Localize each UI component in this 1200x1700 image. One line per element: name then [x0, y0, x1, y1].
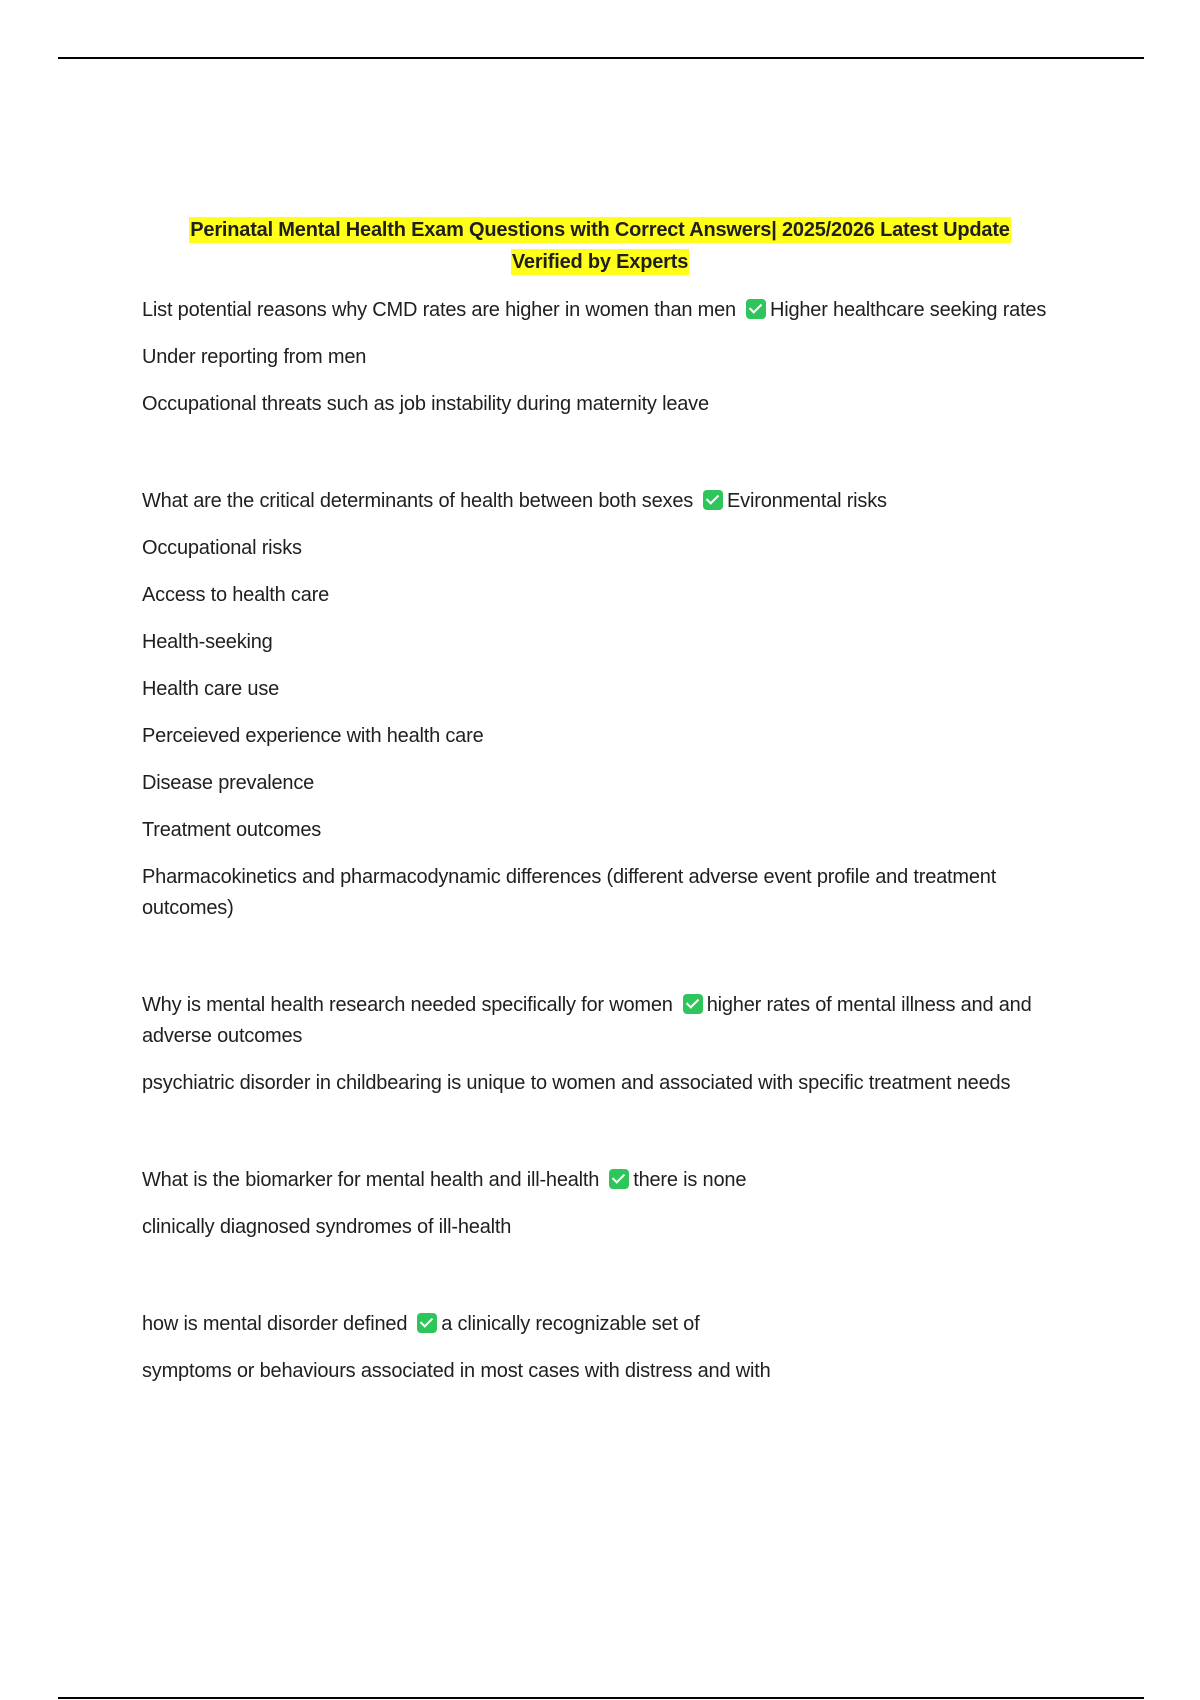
question-text: What are the critical determinants of health between both sexes [142, 490, 694, 512]
question-line [142, 295, 1062, 326]
qa-item [142, 486, 1062, 924]
top-rule [58, 57, 1144, 59]
qa-item [142, 295, 1062, 420]
question-line [142, 486, 1062, 517]
question-line [142, 1309, 1062, 1340]
question-text: What is the biomarker for mental health and ill-health [142, 1169, 600, 1191]
answer-line: Occupational threats such as job instability during maternity leave [142, 393, 709, 415]
answer-line: Pharmacokinetics and pharmacodynamic differences (different adverse event profile and treatment outcomes) [142, 866, 997, 919]
answer-line: Under reporting from men [142, 346, 367, 368]
answer-line: Treatment outcomes [142, 819, 322, 841]
qa-content [142, 295, 1062, 1403]
answer-line: Disease prevalence [142, 772, 315, 794]
qa-item [142, 990, 1062, 1099]
question-line [142, 1165, 1062, 1196]
answer-line: Access to health care [142, 584, 330, 606]
answer-line: symptoms or behaviours associated in most cases with distress and with [142, 1360, 771, 1382]
bottom-rule [58, 1697, 1144, 1699]
qa-item [142, 1309, 1062, 1387]
check-mark-icon [609, 1169, 629, 1189]
answer-line: psychiatric disorder in childbearing is unique to women and associated with specific treatment needs [142, 1072, 1011, 1094]
check-mark-icon [703, 490, 723, 510]
answer-text: Evironmental risks [727, 490, 887, 512]
check-mark-icon [417, 1313, 437, 1333]
answer-line: clinically diagnosed syndromes of ill-health [142, 1216, 512, 1238]
answer-line: Health care use [142, 678, 280, 700]
question-text: List potential reasons why CMD rates are higher in women than men [142, 299, 736, 321]
title-line-2: Verified by Experts [511, 251, 689, 273]
answer-text: higher rates of mental illness and and adverse outcomes [142, 994, 1032, 1047]
title-line-1: Perinatal Mental Health Exam Questions with Correct Answers| 2025/2026 Latest Update [190, 219, 1010, 241]
answer-text: there is none [633, 1169, 747, 1191]
question-line [142, 990, 1062, 1052]
answer-line: Occupational risks [142, 537, 302, 559]
question-text: how is mental disorder defined [142, 1313, 408, 1335]
answer-text: a clinically recognizable set of [441, 1313, 700, 1335]
check-mark-icon [683, 994, 703, 1014]
document-title [140, 214, 1060, 278]
answer-line: Health-seeking [142, 631, 273, 653]
check-mark-icon [746, 299, 766, 319]
answer-text: Higher healthcare seeking rates [769, 299, 1047, 321]
qa-item [142, 1165, 1062, 1243]
question-text: Why is mental health research needed specifically for women [142, 994, 673, 1016]
answer-line: Perceieved experience with health care [142, 725, 484, 747]
